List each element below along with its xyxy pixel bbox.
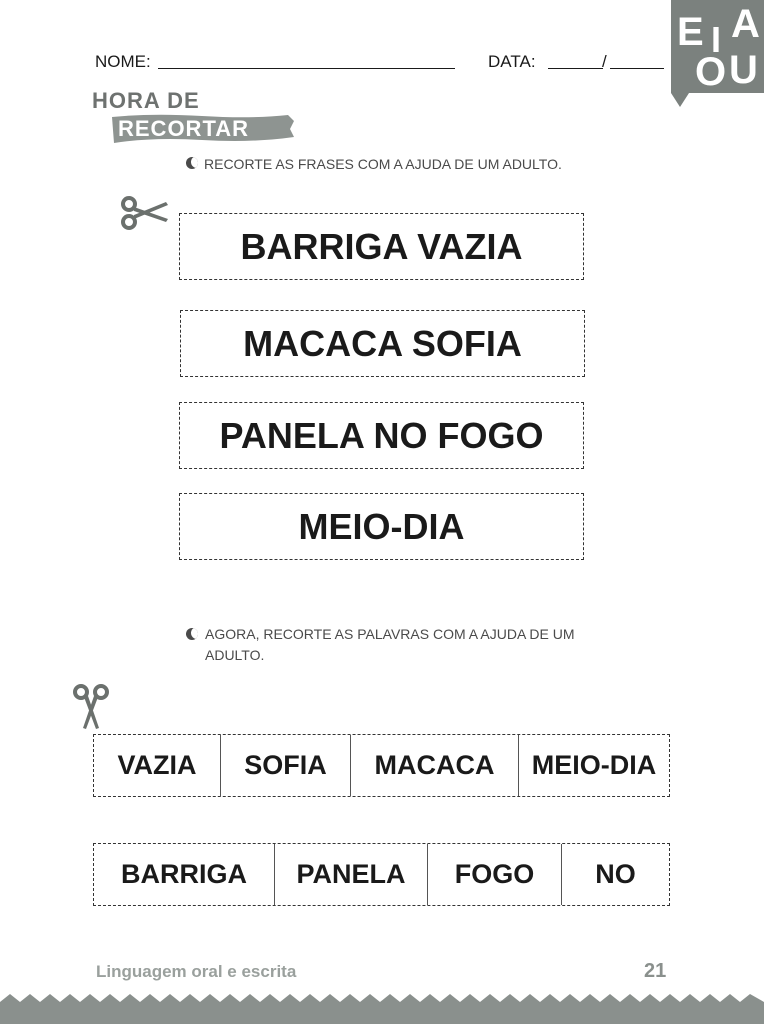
date-separator: / xyxy=(602,52,607,71)
name-line[interactable] xyxy=(158,68,455,69)
vowel-o: O xyxy=(695,50,727,94)
word-card[interactable]: NO xyxy=(561,844,669,905)
crescent-bullet-icon xyxy=(186,628,198,640)
vowel-u: U xyxy=(729,48,758,92)
section-title-line1: HORA DE xyxy=(92,88,200,113)
vowel-badge xyxy=(671,0,764,93)
vowel-e: E xyxy=(677,10,704,54)
phrase-box[interactable]: PANELA NO FOGO xyxy=(179,402,584,469)
date-label: DATA: xyxy=(488,52,536,71)
phrase-box[interactable]: MEIO-DIA xyxy=(179,493,584,560)
word-row-1 xyxy=(93,734,670,797)
instruction-words-line2: ADULTO. xyxy=(205,647,265,663)
instruction-phrases: RECORTE AS FRASES COM A AJUDA DE UM ADULTO. xyxy=(204,156,562,172)
word-card[interactable]: BARRIGA xyxy=(121,859,247,889)
scissors-icon xyxy=(72,683,110,731)
word-card[interactable]: MACACA xyxy=(350,735,518,796)
zigzag-border xyxy=(0,994,764,1024)
crescent-bullet-icon xyxy=(186,157,198,169)
name-label: NOME: xyxy=(95,52,151,71)
word-card[interactable]: PANELA xyxy=(274,844,427,905)
page-number: 21 xyxy=(644,960,667,982)
date-line-month[interactable] xyxy=(610,68,664,69)
instruction-words-line1: AGORA, RECORTE AS PALAVRAS COM A AJUDA DE UM xyxy=(205,626,575,642)
word-card[interactable]: MEIO-DIA xyxy=(518,735,669,796)
word-card[interactable]: FOGO xyxy=(427,844,561,905)
scissors-icon xyxy=(120,195,170,231)
word-card[interactable]: SOFIA xyxy=(220,735,350,796)
phrase-box[interactable]: MACACA SOFIA xyxy=(180,310,585,377)
word-row-2 xyxy=(93,843,670,906)
word-card[interactable]: VAZIA xyxy=(117,750,197,780)
footer-subject: Linguagem oral e escrita xyxy=(96,962,297,981)
section-title-line2: RECORTAR xyxy=(118,116,250,141)
vowel-i: I xyxy=(711,19,722,60)
date-line-day[interactable] xyxy=(548,68,603,69)
badge-tip xyxy=(671,93,689,107)
vowel-a: A xyxy=(731,2,760,46)
phrase-box[interactable]: BARRIGA VAZIA xyxy=(179,213,584,280)
